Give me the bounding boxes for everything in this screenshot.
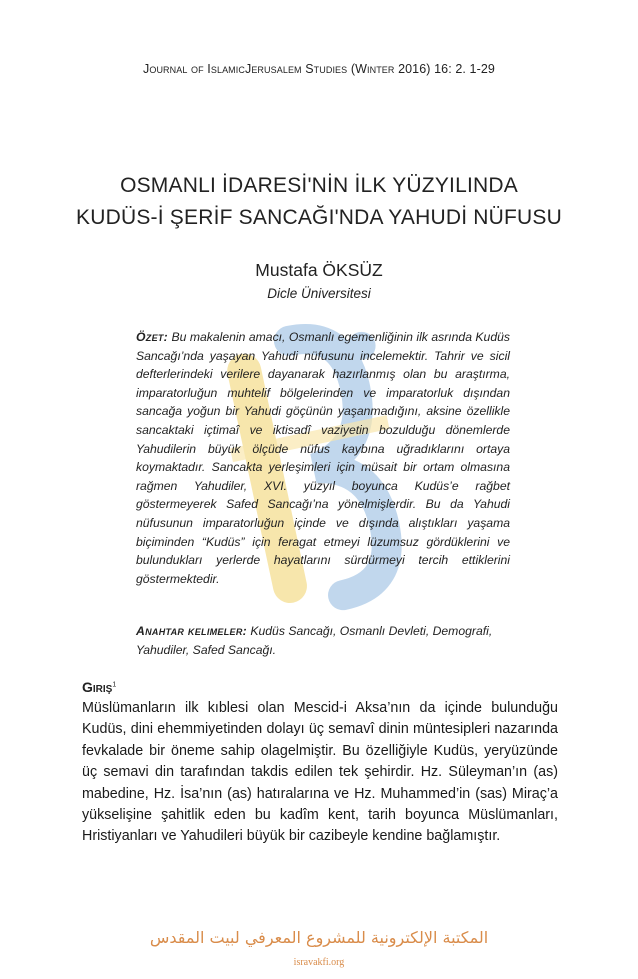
keywords-label: Anahtar kelimeler: (136, 624, 247, 638)
footer-url[interactable]: isravakfi.org (293, 957, 345, 968)
intro-heading (82, 679, 116, 695)
paper-title (40, 170, 598, 234)
journal-header: Journal of IslamicJerusalem Studies (Winter 2016) 16: 2. 1-29 (143, 62, 495, 76)
footnote-mark[interactable]: 1 (112, 681, 117, 689)
paper-title-line-2: KUDÜS-İ ŞERİF SANCAĞI'NDA YAHUDİ NÜFUSU (76, 206, 562, 229)
author-affiliation: Dicle Üniversitesi (267, 286, 371, 301)
author-name: Mustafa ÖKSÜZ (255, 260, 383, 280)
abstract-text: Bu makalenin amacı, Osmanlı egemenliğinin ilk asrında Kudüs Sancağı’nda yaşayan Yahudi nüfusunu incelemektir. Tahrir ve sicil defterlerindeki verilere dayanarak hazırlanmış olan bu araştırma, imparatorluğun muhtelif bölgelerinden ve imparatorluk dışından sancağa yoğun bir Yahudi göçünün yaşanmadığını, aksine özellikle sancaktaki içtimaî ve iktisadî vaziyetin bozulduğu dönemlerde Yahudilerin büyük ölçüde nüfus kaybına uğradıklarını ortaya koymaktadır. Sancakta yerleşimleri için müsait bir ortam olmasına rağmen Yahudiler, XVI. yüzyıl boyunca Kudüs’e rağbet göstermeyerek Safed Sancağı’na yönelmişlerdir. Bu da Yahudi nüfusunun imparatorluğun içinde ve dışında alıştıkları yaşama biçiminden “Kudüs” için feragat etmeyi lüzumsuz gördüklerini ve bulundukları yerlerde hayatlarını sürdürmeyi tercih ettiklerini göstermektedir. (136, 330, 510, 586)
paper-title-line-1: OSMANLI İDARESİ'NİN İLK YÜZYILINDA (120, 174, 518, 197)
intro-body: Müslümanların ilk kıblesi olan Mescid-i Aksa’nın da içinde bulunduğu Kudüs, dini ehemmiyetinden dolayı üç semavî dinin müntesipleri nazarında fevkalade bir öneme sahip olagelmiştir. Bu özelliğiyle Kudüs, yeryüzünde üç semavi din tarafından takdis edilen tek şehirdir. Hz. Süleyman’ın (as) mabedine, Hz. İsa’nın (as) hatıralarına ve Hz. Muhammed’in (sas) Miraç’a yükselişine şahitlik eden bu kadîm kent, tarih boyunca Müslümanları, Hristiyanları ve Yahudileri büyük bir cazibeyle kendine bağlamıştır. (82, 700, 558, 845)
keywords (136, 622, 516, 659)
abstract-label: Özet: (136, 330, 169, 344)
intro-heading-text: Giriş (82, 679, 113, 695)
keywords-text: Kudüs Sancağı, Osmanlı Devleti, Demografi, Yahudiler, Safed Sancağı. (136, 624, 493, 657)
footer-arabic-text: المكتبة الإلكترونية للمشروع المعرفي لبيت المقدس (149, 928, 489, 947)
abstract (136, 328, 510, 588)
